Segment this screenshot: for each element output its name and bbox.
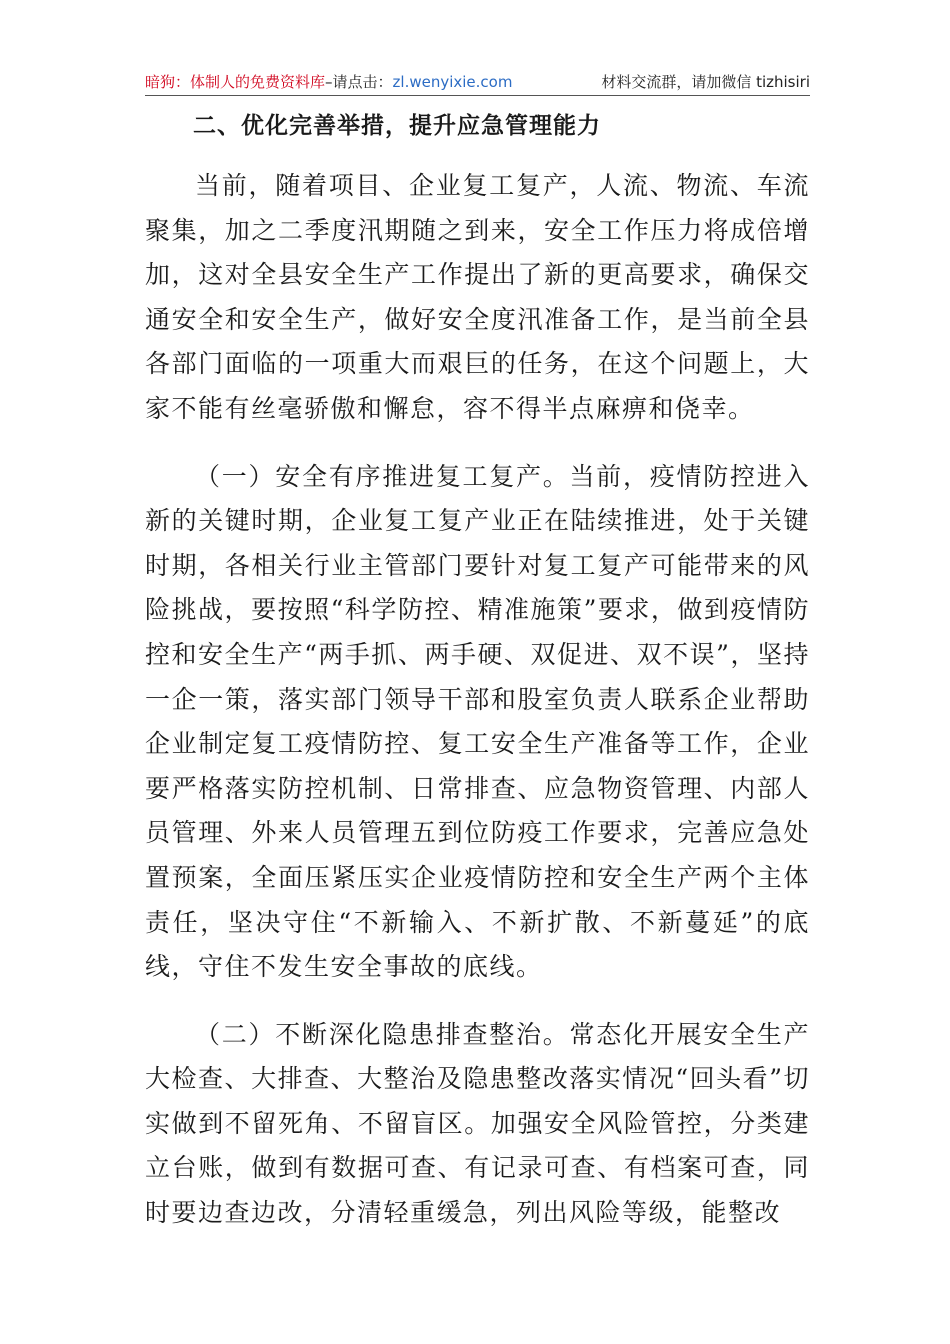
item-text-1: 当前，疫情防控进入新的关键时期，企业复工复产业正在陆续推进，处于关键时期，各相关行业主管部门要针对复工复产可能带来的风险挑战，要按照“科学防控、精准施策”要求，做到疫情防控和安全生产“两手抓、两手硬、双促进、双不误”，坚持一企一策，落实部门领导干部和股室负责人联系企业帮助企业制定复工疫情防控、复工安全生产准备等工作，企业要严格落实防控机制、日常排查、应急物资管理、内部人员管理、外来人员管理五到位防疫工作要求，完善应急处置预案，全面压紧压实企业疫情防控和安全生产两个主体责任，坚决守住“不新输入、不新扩散、不新蔓延”的底线，守住不发生安全事故的底线。 (145, 461, 810, 982)
page-header (145, 70, 810, 94)
document-body (145, 104, 810, 1236)
intro-paragraph: 当前，随着项目、企业复工复产，人流、物流、车流聚集，加之二季度汛期随之到来，安全工作压力将成倍增加，这对全县安全生产工作提出了新的更高要求，确保交通安全和安全生产，做好安全度汛准备工作，是当前全县各部门面临的一项重大而艰巨的任务，在这个问题上，大家不能有丝毫骄傲和懈怠，容不得半点麻痹和侥幸。 (145, 171, 810, 423)
header-separator: –请点击： (325, 73, 393, 91)
section-heading: 二、优化完善举措，提升应急管理能力 (193, 113, 601, 139)
item-title-1: （一）安全有序推进复工复产。 (195, 461, 570, 491)
item-title-2: （二）不断深化隐患排查整治。 (195, 1019, 570, 1049)
item-text-2: 常态化开展安全生产大检查、大排查、大整治及隐患整改落实情况“回头看”切实做到不留死角、不留盲区。加强安全风险管控，分类建立台账，做到有数据可查、有记录可查、有档案可查，同时要边查边改，分清轻重缓急，列出风险等级，能整改 (145, 1019, 810, 1228)
header-brand: 暗狗：体制人的免费资料库 (145, 73, 326, 91)
header-divider (145, 95, 810, 96)
item-paragraph-1 (145, 455, 810, 990)
header-right-text: 材料交流群，请加微信 tizhisiri (601, 73, 810, 91)
item-paragraph-2 (145, 1013, 810, 1236)
header-link[interactable]: zl.wenyixie.com (392, 73, 513, 91)
